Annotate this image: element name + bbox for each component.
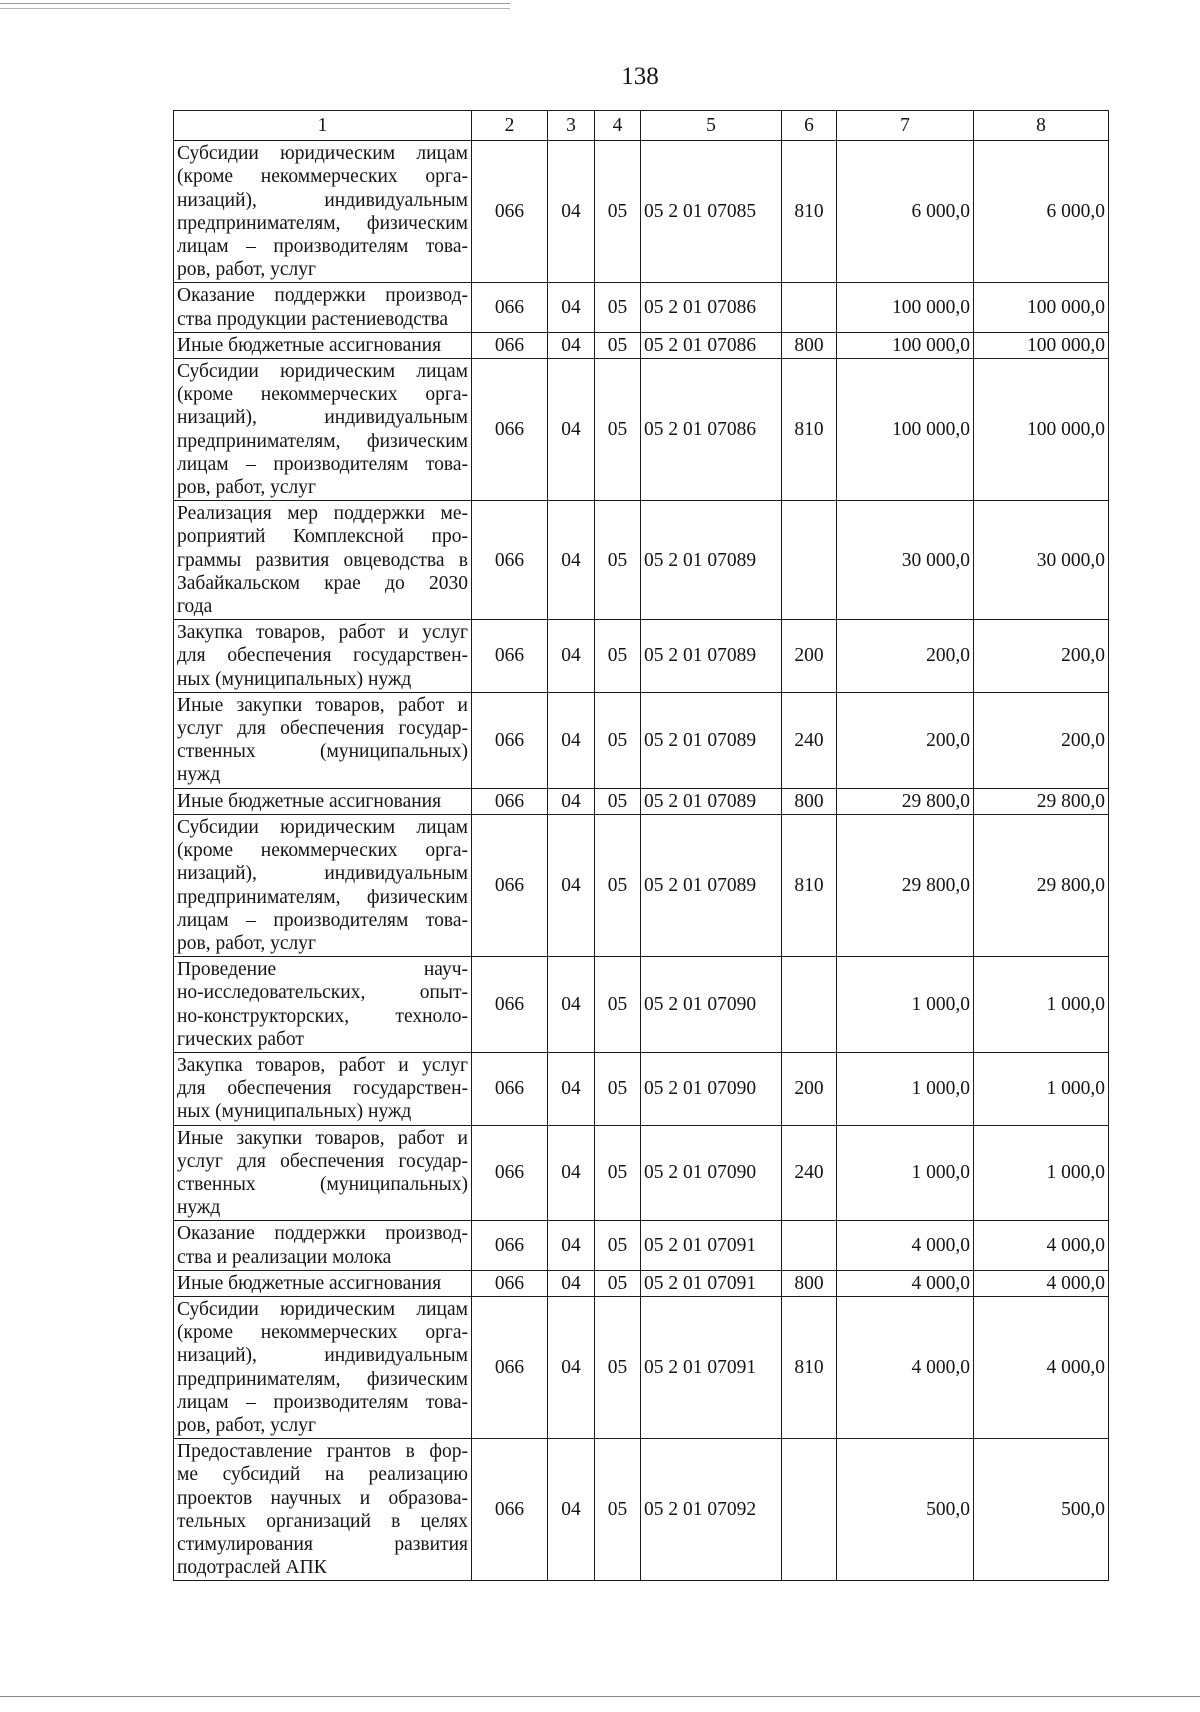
- col-2-cell: 066: [472, 501, 548, 620]
- col-6-cell: 810: [782, 1296, 837, 1438]
- col-8-cell: 500,0: [974, 1439, 1109, 1581]
- table-row: [174, 620, 1109, 693]
- col-7-cell: 100 000,0: [837, 332, 974, 358]
- table-row: [174, 1270, 1109, 1296]
- header-col-2: 2: [472, 111, 548, 141]
- col-7-cell: 1 000,0: [837, 1052, 974, 1125]
- description-line: ства продукции растениеводства: [177, 308, 449, 330]
- description-line: (кроме некоммерческих орга-: [177, 840, 468, 862]
- col-5-cell: 05 2 01 07086: [641, 332, 782, 358]
- col-4-cell: 05: [595, 1221, 641, 1270]
- col-3-cell: 04: [548, 283, 595, 332]
- description-line: ров, работ, услуг: [177, 932, 316, 954]
- description-line: года: [177, 596, 213, 618]
- description-line: Реализация мер поддержки ме-: [177, 503, 468, 525]
- col-4-cell: 05: [595, 332, 641, 358]
- col-4-cell: 05: [595, 788, 641, 814]
- col-4-cell: 05: [595, 620, 641, 693]
- table-row: [174, 332, 1109, 358]
- description-line: услуг для обеспечения государ-: [177, 718, 468, 740]
- col-2-cell: 066: [472, 141, 548, 283]
- scan-edge-line-bottom: [0, 1696, 1200, 1697]
- col-8-cell: 100 000,0: [974, 283, 1109, 332]
- col-7-cell: 100 000,0: [837, 359, 974, 501]
- description-line: нужд: [177, 764, 221, 786]
- col-6-cell: 810: [782, 814, 837, 956]
- row-description: [174, 620, 472, 693]
- description-line: (кроме некоммерческих орга-: [177, 384, 468, 406]
- header-col-8: 8: [974, 111, 1109, 141]
- description-line: ров, работ, услуг: [177, 1414, 316, 1436]
- col-7-cell: 4 000,0: [837, 1221, 974, 1270]
- col-7-cell: 1 000,0: [837, 1125, 974, 1221]
- table-row: [174, 692, 1109, 788]
- description-line: ров, работ, услуг: [177, 259, 316, 281]
- col-3-cell: 04: [548, 788, 595, 814]
- col-6-cell: 800: [782, 788, 837, 814]
- description-line: Иные закупки товаров, работ и: [177, 1127, 468, 1149]
- col-3-cell: 04: [548, 501, 595, 620]
- col-5-cell: 05 2 01 07085: [641, 141, 782, 283]
- col-5-cell: 05 2 01 07090: [641, 1052, 782, 1125]
- description-line: граммы развития овцеводства в: [177, 549, 468, 571]
- col-4-cell: 05: [595, 814, 641, 956]
- header-col-4: 4: [595, 111, 641, 141]
- col-7-cell: 30 000,0: [837, 501, 974, 620]
- description-line: услуг для обеспечения государ-: [177, 1150, 468, 1172]
- description-line: но-конструкторских, техноло-: [177, 1005, 468, 1027]
- col-6-cell: 200: [782, 1052, 837, 1125]
- col-2-cell: 066: [472, 1296, 548, 1438]
- row-description: [174, 1439, 472, 1581]
- description-line: низаций), индивидуальным: [177, 189, 468, 211]
- description-line: низаций), индивидуальным: [177, 407, 468, 429]
- row-description: [174, 788, 472, 814]
- table-row: [174, 1221, 1109, 1270]
- description-line: стимулирования развития: [177, 1533, 468, 1555]
- row-description: [174, 501, 472, 620]
- description-line: лицам – производителям това-: [177, 1391, 468, 1413]
- col-4-cell: 05: [595, 283, 641, 332]
- description-line: гических работ: [177, 1028, 304, 1050]
- col-5-cell: 05 2 01 07089: [641, 501, 782, 620]
- col-7-cell: 100 000,0: [837, 283, 974, 332]
- col-7-cell: 200,0: [837, 620, 974, 693]
- col-5-cell: 05 2 01 07092: [641, 1439, 782, 1581]
- col-3-cell: 04: [548, 1221, 595, 1270]
- description-line: низаций), индивидуальным: [177, 863, 468, 885]
- col-2-cell: 066: [472, 283, 548, 332]
- table-row: [174, 359, 1109, 501]
- col-2-cell: 066: [472, 359, 548, 501]
- col-2-cell: 066: [472, 814, 548, 956]
- col-5-cell: 05 2 01 07090: [641, 957, 782, 1053]
- col-5-cell: 05 2 01 07091: [641, 1270, 782, 1296]
- table-row: [174, 141, 1109, 283]
- description-line: предпринимателям, физическим: [177, 430, 468, 452]
- col-3-cell: 04: [548, 1125, 595, 1221]
- col-3-cell: 04: [548, 957, 595, 1053]
- col-4-cell: 05: [595, 957, 641, 1053]
- col-6-cell: [782, 1439, 837, 1581]
- col-3-cell: 04: [548, 1052, 595, 1125]
- col-6-cell: 810: [782, 141, 837, 283]
- col-5-cell: 05 2 01 07090: [641, 1125, 782, 1221]
- description-line: для обеспечения государствен-: [177, 645, 468, 667]
- row-description: [174, 1270, 472, 1296]
- description-line: Субсидии юридическим лицам: [177, 816, 468, 838]
- col-2-cell: 066: [472, 957, 548, 1053]
- row-description: [174, 1296, 472, 1438]
- col-3-cell: 04: [548, 620, 595, 693]
- col-3-cell: 04: [548, 141, 595, 283]
- description-line: Забайкальском крае до 2030: [177, 572, 468, 594]
- description-line: Иные закупки товаров, работ и: [177, 694, 468, 716]
- page-number: 138: [621, 63, 659, 90]
- col-8-cell: 6 000,0: [974, 141, 1109, 283]
- col-2-cell: 066: [472, 1052, 548, 1125]
- col-4-cell: 05: [595, 1439, 641, 1581]
- col-7-cell: 1 000,0: [837, 957, 974, 1053]
- col-6-cell: 810: [782, 359, 837, 501]
- description-line: ных (муниципальных) нужд: [177, 1101, 412, 1123]
- col-6-cell: 800: [782, 1270, 837, 1296]
- col-8-cell: 200,0: [974, 620, 1109, 693]
- col-8-cell: 4 000,0: [974, 1221, 1109, 1270]
- table-row: [174, 1439, 1109, 1581]
- header-col-1: 1: [174, 111, 472, 141]
- description-line: ров, работ, услуг: [177, 477, 316, 499]
- row-description: [174, 359, 472, 501]
- col-4-cell: 05: [595, 1270, 641, 1296]
- description-line: Иные бюджетные ассигнования: [177, 790, 442, 812]
- col-4-cell: 05: [595, 1296, 641, 1438]
- col-8-cell: 1 000,0: [974, 1052, 1109, 1125]
- description-line: предпринимателям, физическим: [177, 1368, 468, 1390]
- table-row: [174, 788, 1109, 814]
- header-row: [174, 111, 1109, 141]
- description-line: Предоставление грантов в фор-: [177, 1441, 468, 1463]
- header-col-6: 6: [782, 111, 837, 141]
- row-description: [174, 283, 472, 332]
- col-2-cell: 066: [472, 1439, 548, 1581]
- header-col-7: 7: [837, 111, 974, 141]
- col-5-cell: 05 2 01 07089: [641, 692, 782, 788]
- description-line: ных (муниципальных) нужд: [177, 668, 412, 690]
- col-5-cell: 05 2 01 07089: [641, 814, 782, 956]
- col-2-cell: 066: [472, 788, 548, 814]
- description-line: роприятий Комплексной про-: [177, 526, 468, 548]
- col-6-cell: 240: [782, 692, 837, 788]
- description-line: ства и реализации молока: [177, 1246, 392, 1268]
- description-line: Субсидии юридическим лицам: [177, 361, 468, 383]
- col-8-cell: 1 000,0: [974, 1125, 1109, 1221]
- description-line: ственных (муниципальных): [177, 741, 468, 763]
- header-col-5: 5: [641, 111, 782, 141]
- col-5-cell: 05 2 01 07091: [641, 1221, 782, 1270]
- col-7-cell: 200,0: [837, 692, 974, 788]
- col-7-cell: 4 000,0: [837, 1270, 974, 1296]
- col-7-cell: 29 800,0: [837, 814, 974, 956]
- description-line: но-исследовательских, опыт-: [177, 982, 468, 1004]
- col-2-cell: 066: [472, 620, 548, 693]
- row-description: [174, 1125, 472, 1221]
- col-8-cell: 100 000,0: [974, 359, 1109, 501]
- col-8-cell: 1 000,0: [974, 957, 1109, 1053]
- col-3-cell: 04: [548, 692, 595, 788]
- col-6-cell: [782, 501, 837, 620]
- col-8-cell: 4 000,0: [974, 1296, 1109, 1438]
- description-line: (кроме некоммерческих орга-: [177, 166, 468, 188]
- row-description: [174, 141, 472, 283]
- row-description: [174, 1052, 472, 1125]
- description-line: Оказание поддержки производ-: [177, 1223, 468, 1245]
- description-line: проектов научных и образова-: [177, 1487, 468, 1509]
- description-line: Иные бюджетные ассигнования: [177, 334, 442, 356]
- col-4-cell: 05: [595, 359, 641, 501]
- description-line: предпринимателям, физическим: [177, 212, 468, 234]
- table-row: [174, 501, 1109, 620]
- col-4-cell: 05: [595, 1125, 641, 1221]
- table-body: [174, 141, 1109, 1581]
- col-5-cell: 05 2 01 07086: [641, 283, 782, 332]
- budget-table: [173, 110, 1109, 1581]
- description-line: Субсидии юридическим лицам: [177, 143, 468, 165]
- description-line: тельных организаций в целях: [177, 1510, 468, 1532]
- col-7-cell: 29 800,0: [837, 788, 974, 814]
- col-2-cell: 066: [472, 1270, 548, 1296]
- description-line: низаций), индивидуальным: [177, 1345, 468, 1367]
- col-2-cell: 066: [472, 1221, 548, 1270]
- description-line: для обеспечения государствен-: [177, 1078, 468, 1100]
- row-description: [174, 1221, 472, 1270]
- row-description: [174, 814, 472, 956]
- table-header: [174, 111, 1109, 141]
- col-3-cell: 04: [548, 814, 595, 956]
- col-6-cell: [782, 283, 837, 332]
- description-line: подотраслей АПК: [177, 1557, 327, 1579]
- col-3-cell: 04: [548, 359, 595, 501]
- description-line: Субсидии юридическим лицам: [177, 1298, 468, 1320]
- table-row: [174, 1125, 1109, 1221]
- col-5-cell: 05 2 01 07089: [641, 788, 782, 814]
- scan-edge-line-top: [0, 3, 510, 9]
- description-line: лицам – производителям това-: [177, 453, 468, 475]
- description-line: Оказание поддержки производ-: [177, 285, 468, 307]
- description-line: ственных (муниципальных): [177, 1173, 468, 1195]
- col-4-cell: 05: [595, 141, 641, 283]
- col-6-cell: 800: [782, 332, 837, 358]
- col-2-cell: 066: [472, 1125, 548, 1221]
- col-3-cell: 04: [548, 1439, 595, 1581]
- description-line: ме субсидий на реализацию: [177, 1464, 468, 1486]
- description-line: Закупка товаров, работ и услуг: [177, 1054, 468, 1076]
- col-8-cell: 29 800,0: [974, 788, 1109, 814]
- col-6-cell: [782, 957, 837, 1053]
- description-line: предпринимателям, физическим: [177, 886, 468, 908]
- col-8-cell: 30 000,0: [974, 501, 1109, 620]
- description-line: Иные бюджетные ассигнования: [177, 1272, 442, 1294]
- col-7-cell: 4 000,0: [837, 1296, 974, 1438]
- table-row: [174, 957, 1109, 1053]
- col-4-cell: 05: [595, 1052, 641, 1125]
- col-5-cell: 05 2 01 07086: [641, 359, 782, 501]
- header-col-3: 3: [548, 111, 595, 141]
- col-7-cell: 500,0: [837, 1439, 974, 1581]
- description-line: Проведение науч-: [177, 959, 468, 981]
- description-line: нужд: [177, 1197, 221, 1219]
- col-4-cell: 05: [595, 501, 641, 620]
- table-row: [174, 1052, 1109, 1125]
- table-row: [174, 283, 1109, 332]
- row-description: [174, 692, 472, 788]
- col-6-cell: 240: [782, 1125, 837, 1221]
- col-3-cell: 04: [548, 1270, 595, 1296]
- col-2-cell: 066: [472, 332, 548, 358]
- description-line: лицам – производителям това-: [177, 909, 468, 931]
- col-5-cell: 05 2 01 07091: [641, 1296, 782, 1438]
- row-description: [174, 332, 472, 358]
- col-5-cell: 05 2 01 07089: [641, 620, 782, 693]
- col-6-cell: 200: [782, 620, 837, 693]
- col-3-cell: 04: [548, 332, 595, 358]
- col-6-cell: [782, 1221, 837, 1270]
- table-row: [174, 814, 1109, 956]
- table-row: [174, 1296, 1109, 1438]
- row-description: [174, 957, 472, 1053]
- col-8-cell: 4 000,0: [974, 1270, 1109, 1296]
- col-8-cell: 29 800,0: [974, 814, 1109, 956]
- col-4-cell: 05: [595, 692, 641, 788]
- col-8-cell: 100 000,0: [974, 332, 1109, 358]
- col-8-cell: 200,0: [974, 692, 1109, 788]
- description-line: (кроме некоммерческих орга-: [177, 1322, 468, 1344]
- col-2-cell: 066: [472, 692, 548, 788]
- col-3-cell: 04: [548, 1296, 595, 1438]
- col-7-cell: 6 000,0: [837, 141, 974, 283]
- description-line: лицам – производителям това-: [177, 236, 468, 258]
- description-line: Закупка товаров, работ и услуг: [177, 622, 468, 644]
